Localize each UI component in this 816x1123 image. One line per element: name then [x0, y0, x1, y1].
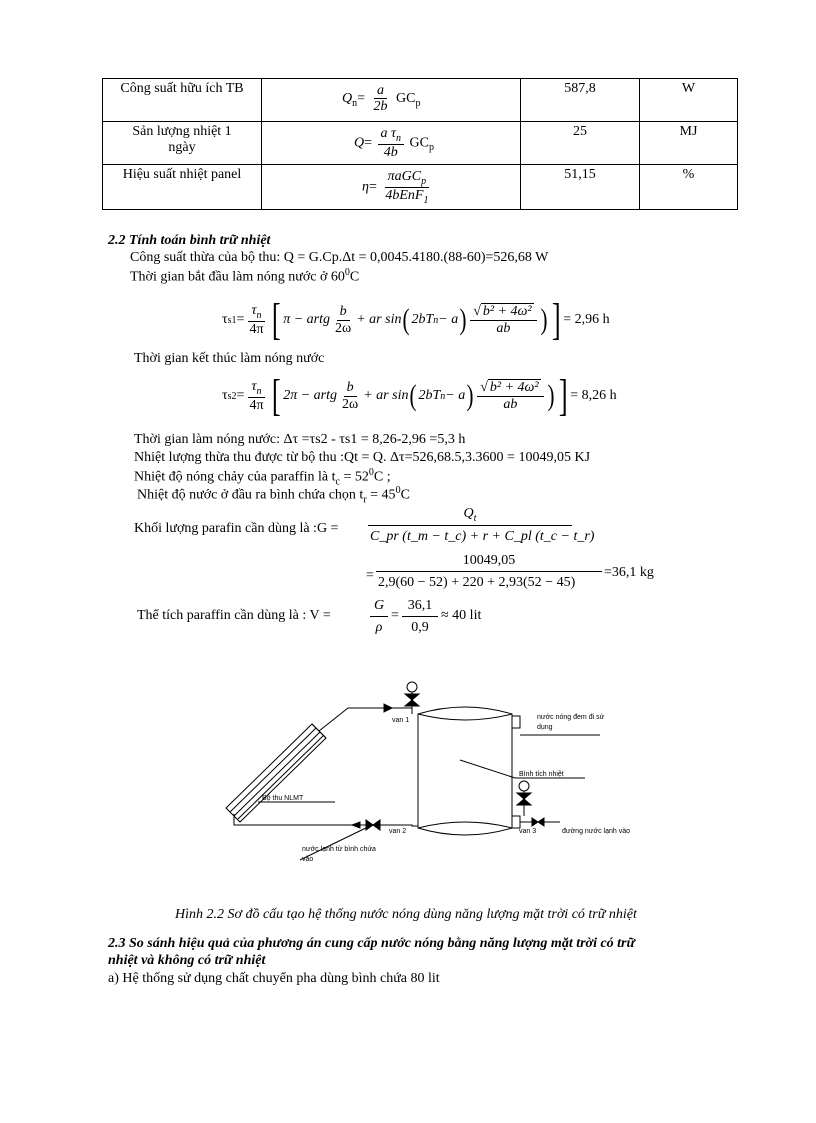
label-collector: Bộ thu NLMT	[262, 795, 304, 802]
item-a: a) Hệ thống sử dụng chất chuyển pha dùng bình chứa 80 lit	[108, 971, 440, 986]
formula-q: Q= $\frac{a \tau_n}{4b}$ $GC_p$	[354, 126, 434, 160]
formula-eta: η= $\frac{\pi aGC_p}{4bEnF_1}$	[362, 169, 429, 206]
label-hot-out-2: dụng	[537, 724, 553, 731]
text-line: Nhiệt lượng thừa thu được từ bộ thu :Qt = Q. Δτ=526,68.5,3.3600 = 10049,05 KJ	[134, 450, 591, 465]
label-tank: Bình tích nhiệt	[519, 771, 564, 778]
mass2-numerator: 10049,05	[462, 553, 516, 568]
hot-outlet	[512, 716, 520, 728]
arrow-right	[384, 704, 392, 712]
text-line: Nhiệt độ nước ở đầu ra bình chứa chọn $t_r = 45^0C$	[137, 485, 410, 506]
row-unit: MJ	[640, 122, 738, 165]
mass2-result: =36,1 kg	[604, 565, 654, 580]
mass-denominator: C_pr (t_m − t_c) + r + C_pl (t_c − t_r)	[370, 529, 595, 544]
equals: =	[391, 608, 399, 623]
mass-label: Khối lượng parafin cần dùng là :G =	[134, 521, 339, 536]
formula-tau-s1: τ s1 = $\frac{\tau_n}{4\pi}$ [ π − artg $\frac{b}{2\omega}$ + ar sin ( 2bT n − a ) $\frac{\text{√ b² + 4ω²}}{ab}$ ) ] = 2,96 h	[222, 295, 610, 344]
vol-result: ≈ 40 lit	[441, 608, 482, 623]
arrow-left	[352, 822, 360, 828]
row-unit: %	[640, 165, 738, 210]
text-line: Thời gian bắt đầu làm nóng nước ở $60^0C$	[130, 267, 360, 285]
section-heading-2-3: 2.3 So sánh hiệu quả của phương án cung cấp nước nóng bằng năng lượng mặt trời có trữ	[108, 936, 635, 951]
vol-den: 0,9	[411, 620, 429, 635]
mass-numerator: $Q_t$	[463, 506, 477, 524]
formula-tau-s2: τ s2 = $\frac{\tau_n}{4\pi}$ [ 2π − artg $\frac{b}{2\omega}$ + ar sin ( 2bT n − a ) $\frac{\text{√ b² + 4ω²}}{ab}$ ) ] = 8,26 h	[222, 371, 617, 420]
vol-num: 36,1	[407, 598, 433, 613]
row-label: Công suất hữu ích TB	[103, 79, 262, 122]
section-heading-2-2: 2.2 Tính toán bình trữ nhiệt	[108, 233, 271, 248]
label-hot-out: nước nóng đem đi sử	[537, 714, 605, 721]
row-label: Sản lượng nhiệt 1 ngày	[103, 122, 262, 165]
equals: =	[366, 568, 374, 583]
label-van2: van 2	[389, 828, 407, 835]
text-line: Nhiệt độ nóng chảy của paraffin là $t_c = 52^0C$ ;	[134, 467, 391, 488]
volume-label: Thể tích paraffin cần dùng là : V =	[137, 608, 331, 623]
label-van1: van 1	[392, 717, 410, 724]
valve-3	[517, 793, 531, 799]
text-line: Thời gian làm nóng nước: Δτ =τs2 - τs1 = 8,26-2,96 =5,3 h	[134, 432, 466, 447]
text-line: Thời gian kết thúc làm nóng nước	[134, 351, 325, 366]
return-pipe	[234, 814, 418, 826]
vol-rho: ρ	[375, 620, 383, 635]
label-cold-in: đường nước lạnh vào	[562, 828, 630, 835]
vol-g: G	[373, 598, 385, 613]
section-heading-2-3-cont: nhiệt và không có trữ nhiệt	[108, 953, 266, 968]
valve-1	[405, 694, 419, 700]
valve-2	[366, 820, 373, 830]
formula-qn: $Q_n=$ $\frac{a}{2b}$ $GC_p$	[342, 83, 421, 115]
storage-tank	[418, 707, 512, 835]
text-line: Công suất thừa của bộ thu: Q = G.Cp.Δt = 0,0045.4180.(88-60)=526,68 W	[130, 250, 549, 265]
solar-collector	[226, 724, 326, 822]
figure-caption: Hình 2.2 Sơ đồ cấu tạo hệ thống nước nóng dùng năng lượng mặt trời có trữ nhiệt	[175, 907, 637, 922]
cold-inlet	[512, 816, 520, 828]
label-from-tank: nước lạnh từ bình chứa	[302, 846, 376, 853]
row-unit: W	[640, 79, 738, 122]
label-van3: van 3	[519, 828, 537, 835]
row-value: 587,8	[521, 79, 640, 122]
row-label: Hiệu suất nhiệt panel	[103, 165, 262, 210]
row-value: 25	[521, 122, 640, 165]
label-from-tank-2: vào	[302, 856, 314, 863]
row-value: 51,15	[521, 165, 640, 210]
mass2-denominator: 2,9(60 − 52) + 220 + 2,93(52 − 45)	[378, 575, 576, 590]
